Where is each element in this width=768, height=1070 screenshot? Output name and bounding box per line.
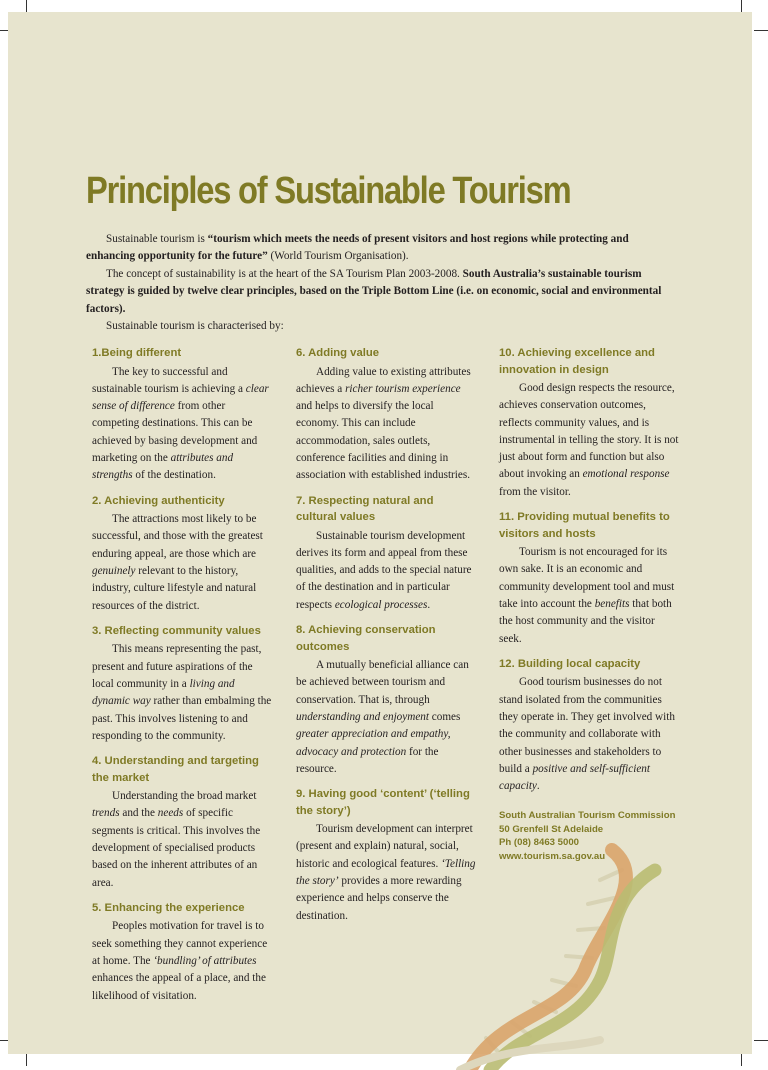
emphasis-italic-text: attributes and strengths <box>92 451 234 482</box>
emphasis-italic-text: needs <box>157 807 184 820</box>
principle-heading: 4. Understanding and targeting the market <box>92 755 259 784</box>
body-text: relevant to the history, industry, culture lifestyle and natural resources of the district. <box>92 564 257 612</box>
body-text: for the resource. <box>296 745 439 775</box>
contact-block <box>499 809 679 863</box>
body-text: from the visitor. <box>499 485 571 498</box>
body-text: Sustainable tourism is characterised by: <box>106 320 284 333</box>
emphasis-bold-text: “tourism which meets the needs of present visitors and host regions while protecting and enhancing opportunity for the future” <box>86 233 629 263</box>
crop-mark <box>754 30 768 31</box>
body-text: Tourism is not encouraged for its own sake. It is an economic and community development tool and must take into account the <box>499 546 675 610</box>
principle-body <box>499 674 679 795</box>
body-text: Sustainable tourism is <box>106 233 208 245</box>
emphasis-italic-text: greater appreciation and empathy, advocacy and protection <box>296 728 451 758</box>
intro-section <box>86 231 676 335</box>
body-text: Sustainable tourism development derives its form and appeal from these qualities, and adds to the special nature of the destination and in particular respects <box>296 529 472 611</box>
intro-paragraph <box>86 231 676 266</box>
principle-body <box>92 641 272 745</box>
principles-column-2 <box>296 345 476 933</box>
body-text: The concept of sustainability is at the heart of the SA Tourism Plan 2003-2008. <box>106 267 463 280</box>
body-text: The attractions most likely to be successful, and those with the greatest enduring appeal, are those which are <box>92 513 263 560</box>
principle-heading: 10. Achieving excellence and innovation in design <box>499 347 655 376</box>
principle-heading: 5. Enhancing the experience <box>92 901 245 914</box>
body-text: comes <box>429 710 461 723</box>
body-text: from other competing destinations. This can be achieved by basing development and marketing on the <box>92 400 258 464</box>
crop-mark <box>754 1040 768 1041</box>
body-text: that both the host community and the visitor seek. <box>499 597 672 645</box>
body-text: rather than embalming the past. This involves listening to and responding to the community. <box>92 695 272 742</box>
emphasis-italic-text: emotional response <box>582 468 670 481</box>
emphasis-italic-text: positive and self-sufficient capacity <box>499 762 651 793</box>
principle-heading: 12. Building local capacity <box>499 657 641 670</box>
body-text: Understanding the broad market <box>112 790 257 803</box>
principle-heading: 11. Providing mutual benefits to visitors and hosts <box>499 511 670 540</box>
body-text: . <box>427 598 431 611</box>
body-text: Good design respects the resource, achieves conservation outcomes, reflects community values, and is instrumental in telling the story. It is not just about form and function but also about invoking an <box>499 382 679 481</box>
helix-strand-green <box>490 870 655 1070</box>
emphasis-italic-text: ‘bundling’ of attributes <box>153 955 257 968</box>
principle-body <box>499 544 679 648</box>
principle-body <box>296 364 476 485</box>
principles-column-3 <box>499 345 679 863</box>
emphasis-italic-text: living and dynamic way <box>92 677 235 708</box>
emphasis-italic-text: genuinely <box>92 564 136 577</box>
principle-body <box>92 364 272 485</box>
intro-paragraph <box>86 318 676 335</box>
contact-organisation: South Australian Tourism Commission <box>499 810 676 822</box>
principle-heading: 2. Achieving authenticity <box>92 494 225 507</box>
principle-body <box>499 380 679 501</box>
emphasis-italic-text: ecological processes <box>334 598 428 611</box>
principle-body <box>296 821 476 925</box>
body-text: of specific segments is critical. This involves the development of specialised products based on the inherent attributes of an area. <box>92 807 261 889</box>
body-text: A mutually beneficial alliance can be achieved between tourism and conservation. That is, through <box>296 659 469 706</box>
body-text: (World Tourism Organisation). <box>267 250 409 263</box>
body-text: This means representing the past, present and future aspirations of the local community in a <box>92 643 262 690</box>
principle-heading: 6. Adding value <box>296 347 380 359</box>
intro-paragraph <box>86 266 676 318</box>
contact-website-link[interactable]: www.tourism.sa.gov.au <box>499 850 606 862</box>
body-text: . <box>536 780 540 793</box>
body-text: of the destination. <box>132 469 216 482</box>
principle-body <box>92 788 272 892</box>
principle-heading: 3. Reflecting community values <box>92 624 261 637</box>
emphasis-italic-text: benefits <box>594 597 630 610</box>
emphasis-italic-text: understanding and enjoyment <box>296 710 429 723</box>
body-text: Adding value to existing attributes achieves a <box>296 365 471 395</box>
body-text: Tourism development can interpret (present and explain) natural, social, historic and ecological features. <box>296 823 473 870</box>
principle-heading: 8. Achieving conservation outcomes <box>296 624 436 653</box>
contact-address: 50 Grenfell St Adelaide <box>499 823 604 835</box>
body-text: and helps to diversify the local economy. This can include accommodation, sales outlets, conference facilities and dining in association with established industries. <box>296 400 471 482</box>
principles-column-1 <box>92 345 272 1013</box>
principle-body <box>296 528 476 614</box>
emphasis-bold-text: South Australia’s sustainable tourism strategy is guided by twelve clear principles, based on the Triple Bottom Line (i.e. on economic, social and environmental factors). <box>86 267 662 315</box>
principle-body <box>92 511 272 615</box>
body-text: and the <box>119 807 158 820</box>
body-text: provides a more rewarding experience and helps conserve the destination. <box>296 875 462 922</box>
body-text: Good tourism businesses do not stand isolated from the communities they operate in. They get involved with the community and collaborate with other businesses and stakeholders to build a <box>499 676 675 775</box>
body-text: The key to successful and sustainable tourism is achieving a <box>92 365 246 395</box>
emphasis-italic-text: trends <box>92 807 120 820</box>
emphasis-italic-text: ‘Telling the story’ <box>296 857 476 888</box>
contact-phone: Ph (08) 8463 5000 <box>499 837 580 849</box>
emphasis-italic-text: clear sense of difference <box>92 382 269 413</box>
principle-heading: 7. Respecting natural and cultural values <box>296 494 434 524</box>
page-title: Principles of Sustainable Tourism <box>86 170 571 212</box>
principle-heading: 1.Being different <box>92 347 182 359</box>
emphasis-italic-text: richer tourism experience <box>345 382 461 395</box>
principle-heading: 9. Having good ‘content’ (‘telling the story’) <box>296 788 470 817</box>
body-text: enhances the appeal of a place, and the likelihood of visitation. <box>92 972 266 1002</box>
body-text: Peoples motivation for travel is to seek something they cannot experience at home. The <box>92 920 268 968</box>
principle-body <box>92 918 272 1004</box>
principle-body <box>296 657 476 778</box>
